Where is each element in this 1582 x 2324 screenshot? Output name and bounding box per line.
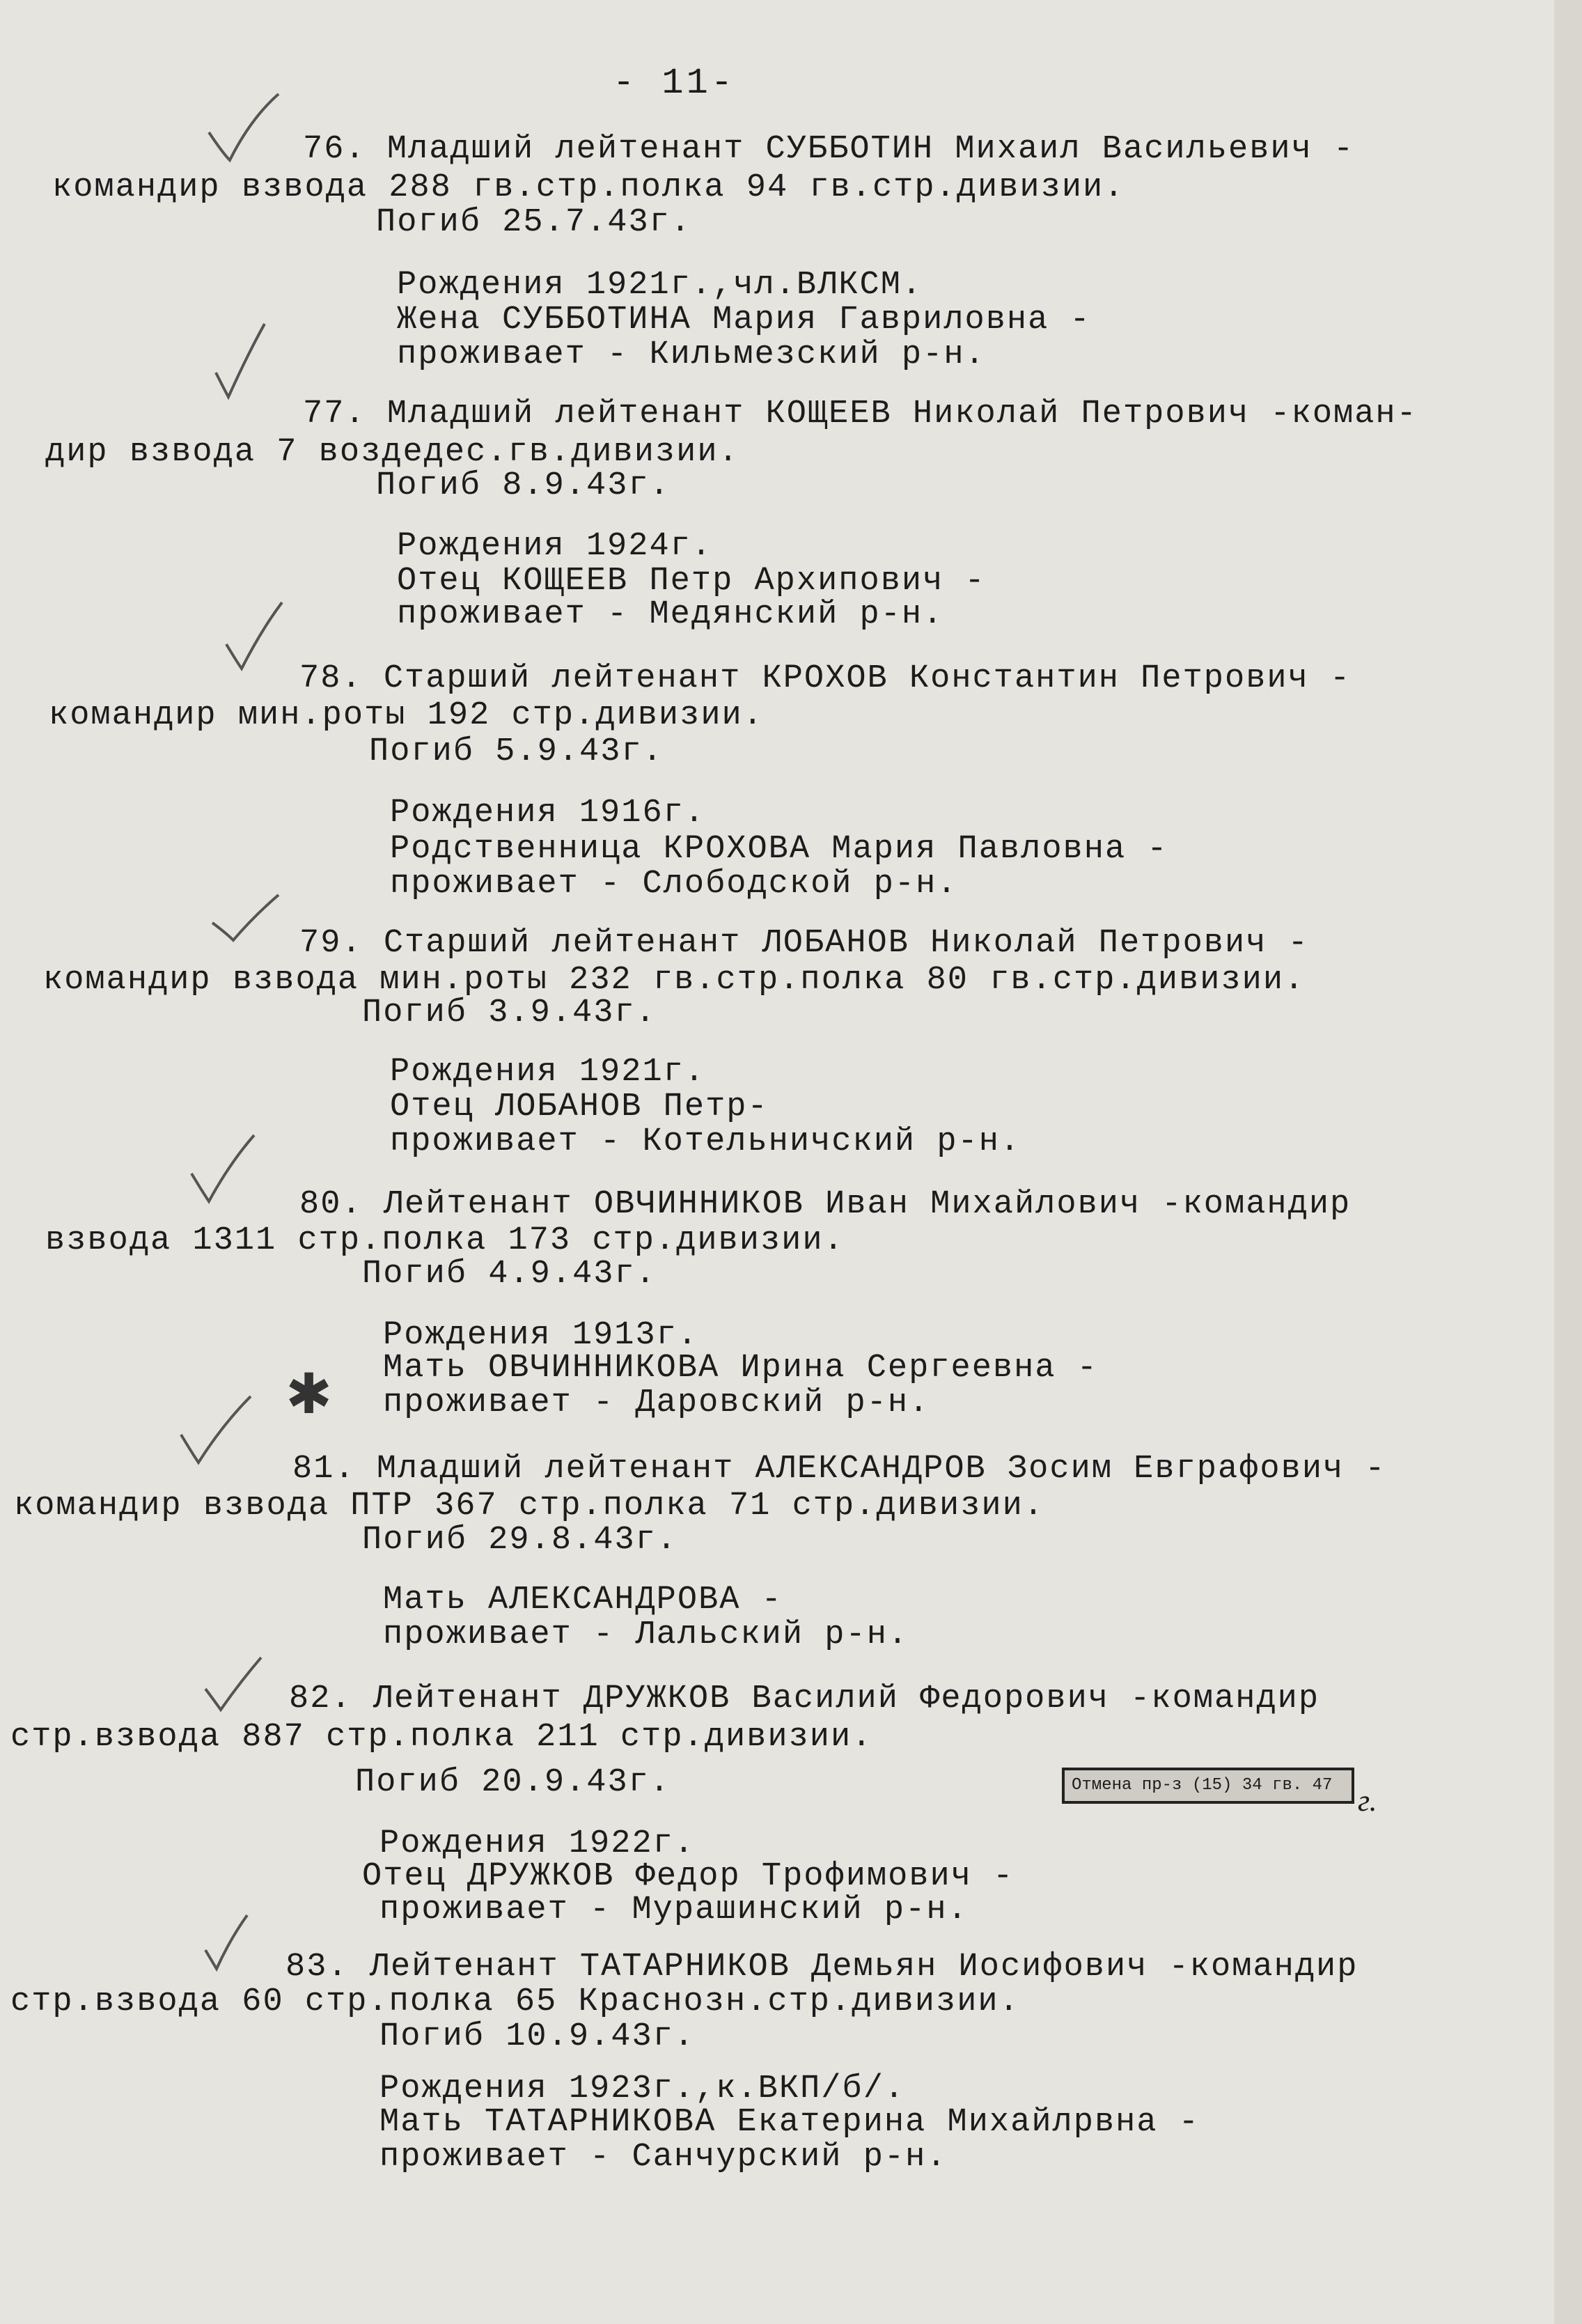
entry-unit: стр.взвода 887 стр.полка 211 стр.дивизии.	[10, 1719, 873, 1756]
entry-heading: 82. Лейтенант ДРУЖКОВ Василий Федорович -командир	[289, 1680, 1320, 1717]
entry-death: Погиб 5.9.43г.	[369, 733, 664, 770]
entry-residence: проживает - Слободской р-н.	[390, 866, 958, 903]
stamp: Отмена пр-з (15) 34 гв. 47	[1062, 1768, 1354, 1804]
asterisk-mark-icon: ✱	[285, 1362, 333, 1426]
entry-heading: 76. Младший лейтенант СУББОТИН Михаил Васильевич -	[303, 131, 1355, 168]
entry-residence: проживает - Медянский р-н.	[397, 596, 944, 633]
entry-relative: Отец ЛОБАНОВ Петр-	[390, 1089, 769, 1125]
page-number: - 11-	[613, 63, 736, 104]
entry-heading: 83. Лейтенант ТАТАРНИКОВ Демьян Иосифович -командир	[285, 1949, 1358, 1986]
entry-residence: проживает - Лальский р-н.	[383, 1616, 909, 1653]
entry-heading: 81. Младший лейтенант АЛЕКСАНДРОВ Зосим Евграфович -	[292, 1451, 1386, 1488]
check-mark-icon	[174, 1393, 258, 1469]
entry-birth: Рождения 1913г.	[383, 1317, 699, 1354]
entry-unit: взвода 1311 стр.полка 173 стр.дивизии.	[45, 1222, 845, 1259]
entry-unit: командир взвода 288 гв.стр.полка 94 гв.стр.дивизии.	[52, 169, 1125, 206]
entry-unit: командир мин.роты 192 стр.дивизии.	[49, 697, 764, 734]
entry-birth: Рождения 1922г.	[379, 1825, 696, 1862]
check-mark-icon	[202, 91, 285, 167]
entry-birth: Рождения 1921г.,чл.ВЛКСМ.	[397, 267, 923, 304]
entry-relative: Мать ОВЧИННИКОВА Ирина Сергеевна -	[383, 1350, 1098, 1387]
entry-residence: проживает - Котельничский р-н.	[390, 1123, 1021, 1160]
entry-death: Погиб 3.9.43г.	[362, 995, 657, 1031]
entry-death: Погиб 10.9.43г.	[379, 2018, 696, 2055]
entry-relative: Родственница КРОХОВА Мария Павловна -	[390, 831, 1168, 868]
entry-birth: Рождения 1916г.	[390, 795, 706, 832]
entry-death: Погиб 8.9.43г.	[376, 467, 671, 504]
entry-residence: проживает - Кильмезский р-н.	[397, 336, 986, 373]
entry-death: Погиб 20.9.43г.	[355, 1764, 671, 1801]
page-edge	[1554, 0, 1582, 2324]
stamp-tail: г.	[1358, 1784, 1377, 1818]
entry-death: Погиб 29.8.43г.	[362, 1522, 678, 1559]
entry-unit: командир взвода ПТР 367 стр.полка 71 стр.дивизии.	[14, 1488, 1045, 1524]
check-mark-icon	[198, 1654, 268, 1717]
check-mark-icon	[185, 1132, 261, 1208]
entry-birth: Рождения 1924г.	[397, 528, 713, 565]
entry-relative: Мать АЛЕКСАНДРОВА -	[383, 1582, 783, 1619]
check-mark-icon	[198, 1912, 254, 1974]
entry-heading: 77. Младший лейтенант КОЩЕЕВ Николай Петрович -коман-	[303, 396, 1418, 432]
entry-unit: стр.взвода 60 стр.полка 65 Краснозн.стр.дивизии.	[10, 1983, 1020, 2020]
entry-unit: дир взвода 7 воздедес.гв.дивизии.	[45, 434, 739, 471]
entry-relative: Отец ДРУЖКОВ Федор Трофимович -	[362, 1858, 1015, 1895]
entry-heading: 79. Старший лейтенант ЛОБАНОВ Николай Петрович -	[299, 925, 1309, 962]
entry-residence: проживает - Даровский р-н.	[383, 1385, 930, 1421]
entry-residence: проживает - Мурашинский р-н.	[379, 1892, 969, 1928]
entry-death: Погиб 4.9.43г.	[362, 1256, 657, 1293]
check-mark-icon	[209, 891, 285, 947]
check-mark-icon	[219, 599, 289, 676]
entry-heading: 80. Лейтенант ОВЧИННИКОВ Иван Михайлович -командир	[299, 1186, 1352, 1223]
entry-birth: Рождения 1923г.,к.ВКП/б/.	[379, 2070, 906, 2107]
entry-relative: Отец КОЩЕЕВ Петр Архипович -	[397, 563, 986, 600]
check-mark-icon	[209, 320, 272, 404]
entry-residence: проживает - Санчурский р-н.	[379, 2139, 948, 2176]
entry-relative: Мать ТАТАРНИКОВА Екатерина Михайлрвна -	[379, 2104, 1200, 2141]
entry-relative: Жена СУББОТИНА Мария Гавриловна -	[397, 302, 1091, 338]
entry-birth: Рождения 1921г.	[390, 1054, 706, 1091]
entry-heading: 78. Старший лейтенант КРОХОВ Константин Петрович -	[299, 660, 1352, 697]
entry-unit: командир взвода мин.роты 232 гв.стр.полка 80 гв.стр.дивизии.	[43, 962, 1306, 999]
entry-death: Погиб 25.7.43г.	[376, 204, 692, 241]
